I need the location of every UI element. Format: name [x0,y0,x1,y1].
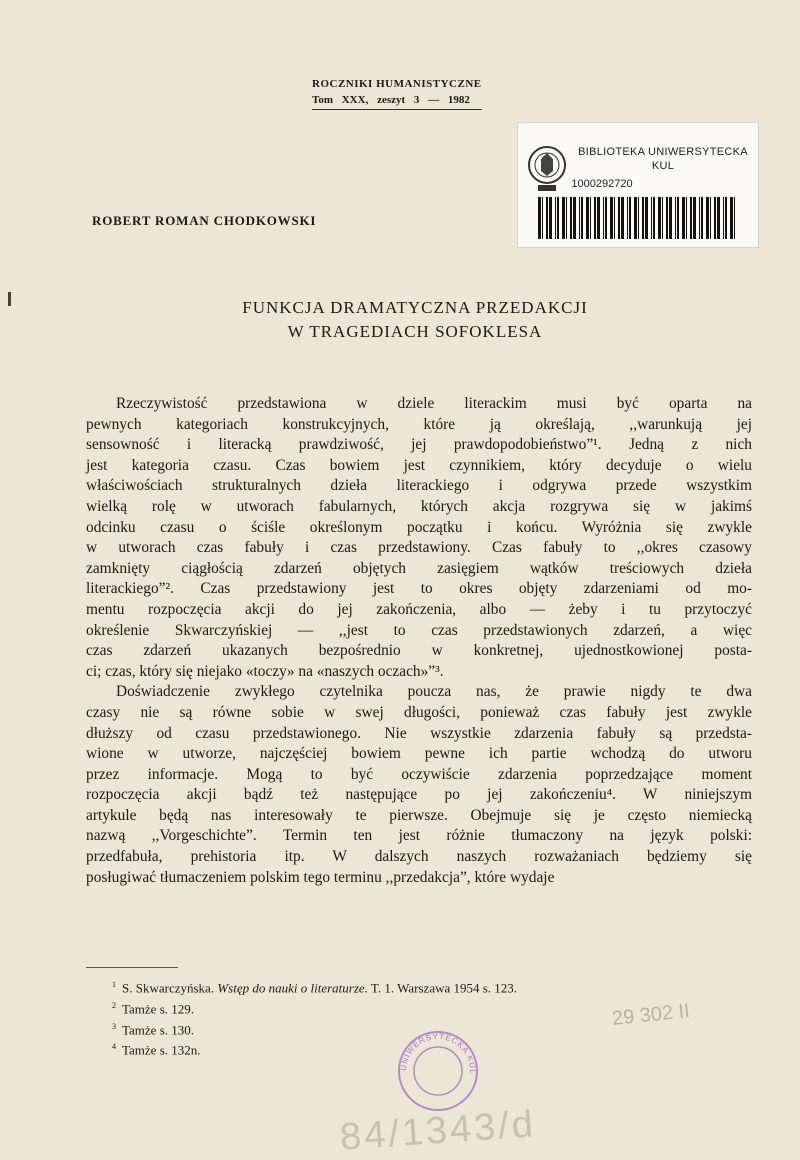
library-barcode-label [517,122,759,248]
barcode-bar [714,197,716,239]
barcode-bar [662,197,663,239]
barcode-bar [669,197,672,239]
title-line-2: W TRAGEDIACH SOFOKLESA [287,322,543,341]
footnote-number: 1 [112,980,116,989]
footnote-rule [86,967,178,968]
body-line: Rzeczywistość przedstawiona w dziele literackim musi być oparta na [116,395,752,412]
barcode-bar [675,197,676,239]
barcode-bar [701,197,703,239]
barcode-bar [546,197,548,239]
barcode-bar [666,197,668,239]
journal-series: ROCZNIKI HUMANISTYCZNE [312,78,482,90]
barcode-bar [717,197,720,239]
barcode-bar [542,197,543,239]
body-line: odcinku czasu o ściśle określonym początku i końcu. Wyróżnia się zwykle [86,518,752,536]
barcode-bar [730,197,733,239]
footnote-number: 4 [112,1042,116,1052]
university-seal-icon [526,141,568,205]
footnote-author: S. Skwarczyńska. [122,980,215,996]
barcode-bar [627,197,628,239]
body-line: sensowność i literacką prawdziwość, jej prawdopodobieństwo”¹. Jedną z nich [86,436,752,454]
body-line: czasy nie są równe sobie w swej długości, ponieważ czas fabuły jest zwykle [86,703,752,721]
body-line: jest kategoria czasu. Czas bowiem jest czynnikiem, który decyduje o wielu [86,456,752,474]
barcode-bar [549,197,552,239]
barcode-bar [699,197,700,239]
body-line: przez informacje. Mogą to być oczywiście zdarzenia poprzedzające moment [86,765,752,783]
barcode-bar [621,197,624,239]
body-line: wione w utworze, najczęściej bowiem pewne ich partie wchodzą do utworu [86,745,752,763]
footnote-number: 3 [112,1021,116,1031]
barcode-bar [557,197,559,239]
barcode-bar [538,197,541,239]
barcode-bar [690,197,692,239]
body-line: zamknięty ciągłością zdarzeń objętych zasięgiem wątków treściowych dzieła [86,559,752,577]
body-line: dłuższy od czasu przedstawionego. Nie wszystkie zdarzenia fabuły są przedsta- [86,724,752,742]
barcode-bar [653,197,655,239]
pencil-annotation: 84/1343/d [338,1103,538,1159]
barcode-bar [614,197,615,239]
journal-header [312,76,482,110]
barcode-bar [570,197,572,239]
body-line: artykule będą nas interesowały te pierwsze. Obejmuje się je często niemiecką [86,806,752,824]
body-line: wielką rolę w utworach fabularnych, których akcja rozgrywa się w jakimś [86,497,752,515]
footnote-number: 2 [112,1000,116,1010]
barcode-bar [573,197,576,239]
footnote-2 [112,997,517,1018]
barcode-bar [603,197,604,239]
barcode-bar [725,197,727,239]
barcode-bar [579,197,580,239]
barcode-bar [634,197,637,239]
body-line: czas zdarzeń ukazanych bezpośrednio w konkretnej, ujednostkowionej posta- [86,642,752,660]
body-line: właściwościach strukturalnych dzieła literackiego i odgrywa przede wszystkim [86,477,752,495]
barcode-bar [638,197,639,239]
barcode-bar [566,197,567,239]
library-name-line1: BIBLIOTEKA UNIWERSYTECKA [578,146,748,158]
title-line-1: FUNKCJA DRAMATYCZNA PRZEDAKCJI [242,298,588,317]
barcode-bar [594,197,596,239]
library-stamp-icon [395,1028,481,1114]
footnote-text: Tamże s. 132n. [122,1042,201,1058]
barcode-number: 1000292720 [571,178,633,190]
barcode-bar [642,197,644,239]
body-line: ci; czas, który się niejako «toczy» na «naszych oczach»”³. [86,662,444,680]
barcode-bar [629,197,631,239]
article-author: ROBERT ROMAN CHODKOWSKI [92,213,317,228]
barcode-bar [605,197,607,239]
barcode-bar [682,197,685,239]
barcode-bar [555,197,556,239]
footnote-text: T. 1. Warszawa 1954 s. 123. [370,980,518,996]
body-line: mentu rozpoczęcia akcji do jej zakończenia, albo — żeby i tu przytoczyć [86,600,752,618]
barcode-bar [645,197,648,239]
barcode-bar [706,197,709,239]
barcode-bar [677,197,679,239]
article-body [86,394,752,888]
barcode-bar [586,197,589,239]
barcode-bar [658,197,661,239]
body-line: Doświadczenie zwykłego czytelnika poucza nas, że prawie nigdy te dwa [116,683,752,701]
barcode-bar [610,197,613,239]
body-line: posługiwać tłumaczeniem polskim tego terminu ,,przedakcja”, które wydaje [86,868,555,886]
barcode-bar [581,197,583,239]
body-line: określenie Skwarczyńskiej — ,,jest to czas przedstawionych zdarzeń, a więc [86,621,752,639]
barcode-bar [686,197,687,239]
footnote-text: Tamże s. 129. [122,1001,195,1017]
article-title [0,296,800,344]
library-name-line2: KUL [651,160,675,172]
barcode-bar [651,197,652,239]
shelfmark-annotation: 29 302 II [611,999,691,1031]
barcode-bar [710,197,711,239]
body-line: rozpoczęcia akcji bądź też następujące po jej zakończeniu⁴. W niniejszym [86,786,752,804]
svg-text:UNIWERSYTECKA KUL [399,1032,477,1075]
library-name [572,145,754,173]
footnote-text: Tamże s. 130. [122,1021,195,1037]
body-line: w utworach czas fabuły i czas przedstawiony. Czas fabuły to ,,okres czasowy [86,539,752,557]
barcode-bar [723,197,724,239]
barcode-icon [538,197,742,239]
barcode-bar [562,197,565,239]
footnote-1 [112,976,517,997]
body-line: literackiego”². Czas przedstawiony jest to okres objęty zdarzeniami od mo- [86,580,752,598]
barcode-bar [597,197,600,239]
barcode-bar [734,197,735,239]
stamp-arc-text: UNIWERSYTECKA KUL [398,1031,478,1076]
barcode-bar [693,197,696,239]
footnote-work: Wstęp do nauki o literaturze. [217,980,368,996]
journal-volume: Tom XXX, zeszyt 3 — 1982 [312,92,482,110]
barcode-bar [590,197,591,239]
barcode-bar [618,197,620,239]
body-line: nazwą ,,Vorgeschichte”. Termin ten jest różnie tłumaczony na język polski: [86,827,752,845]
body-line: pewnych kategoriach konstrukcyjnych, które ją określają, ,,warunkują jej [86,415,752,433]
body-line: przedfabuła, prehistoria itp. W dalszych naszych rozważaniach będziemy się [86,848,752,866]
